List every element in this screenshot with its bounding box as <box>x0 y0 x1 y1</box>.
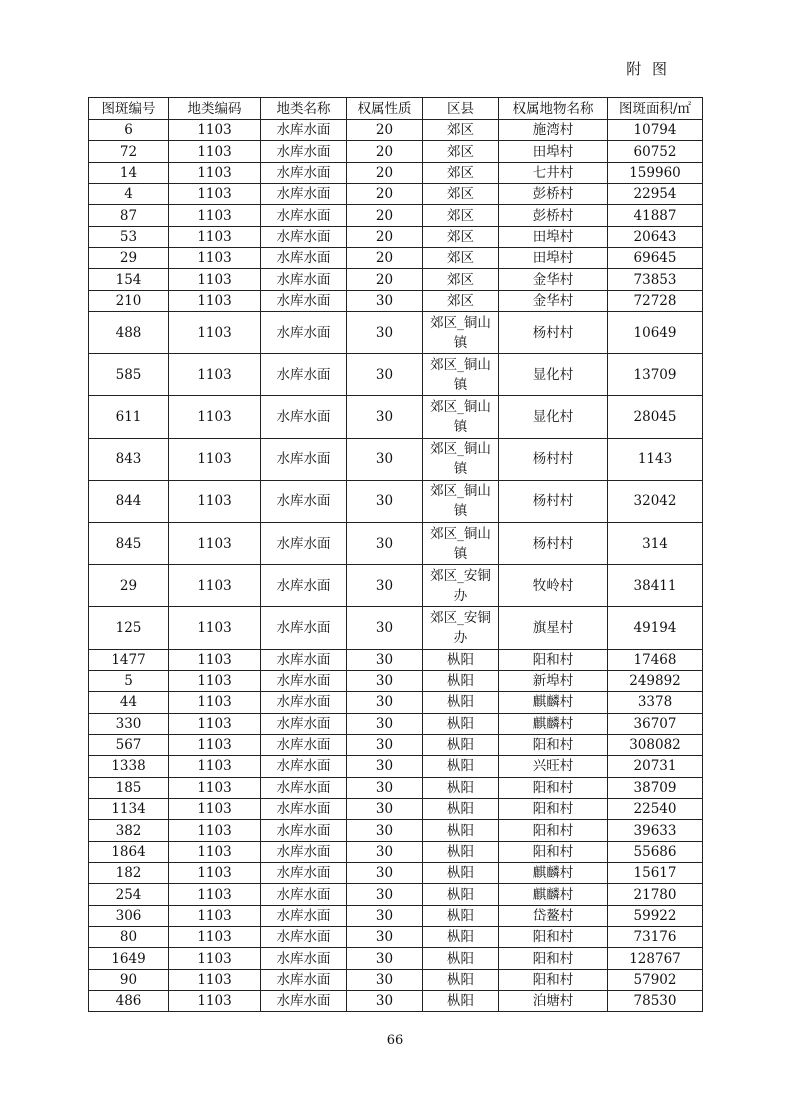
table-body <box>89 120 703 1012</box>
ownership-cell: 30 <box>347 863 423 884</box>
ownership-cell: 30 <box>347 607 423 649</box>
land-type-cell: 水库水面 <box>261 969 347 990</box>
land-code-cell: 1103 <box>169 312 261 354</box>
land-code-cell: 1103 <box>169 480 261 522</box>
ownership-cell: 30 <box>347 312 423 354</box>
table-row <box>89 312 703 354</box>
table-row <box>89 991 703 1012</box>
parcel-id-cell: 6 <box>89 120 169 141</box>
land-code-cell: 1103 <box>169 734 261 755</box>
district-cell: 枞阳 <box>423 692 499 713</box>
parcel-id-cell: 382 <box>89 820 169 841</box>
table-row <box>89 248 703 269</box>
area-cell: 78530 <box>608 991 703 1012</box>
table-row <box>89 948 703 969</box>
district-cell: 枞阳 <box>423 905 499 926</box>
district-cell: 郊区 <box>423 290 499 311</box>
land-type-cell: 水库水面 <box>261 692 347 713</box>
area-cell: 20731 <box>608 756 703 777</box>
owner-name-cell: 七井村 <box>499 162 608 183</box>
parcel-id-cell: 585 <box>89 354 169 396</box>
parcel-id-cell: 53 <box>89 226 169 247</box>
owner-name-cell: 杨村村 <box>499 438 608 480</box>
land-code-cell: 1103 <box>169 948 261 969</box>
table-row <box>89 884 703 905</box>
land-code-cell: 1103 <box>169 927 261 948</box>
district-cell: 枞阳 <box>423 734 499 755</box>
parcel-id-cell: 4 <box>89 184 169 205</box>
district-cell: 枞阳 <box>423 948 499 969</box>
area-cell: 10649 <box>608 312 703 354</box>
ownership-cell: 30 <box>347 756 423 777</box>
land-type-cell: 水库水面 <box>261 565 347 607</box>
column-header: 图斑面积/㎡ <box>608 98 703 120</box>
land-code-cell: 1103 <box>169 884 261 905</box>
ownership-cell: 30 <box>347 290 423 311</box>
area-cell: 17468 <box>608 649 703 670</box>
owner-name-cell: 阳和村 <box>499 734 608 755</box>
land-type-cell: 水库水面 <box>261 734 347 755</box>
district-cell: 郊区 <box>423 141 499 162</box>
land-type-cell: 水库水面 <box>261 991 347 1012</box>
district-cell: 枞阳 <box>423 777 499 798</box>
area-cell: 314 <box>608 523 703 565</box>
parcel-id-cell: 154 <box>89 269 169 290</box>
column-header: 图斑编号 <box>89 98 169 120</box>
table-row <box>89 607 703 649</box>
ownership-cell: 30 <box>347 692 423 713</box>
area-cell: 55686 <box>608 841 703 862</box>
land-type-cell: 水库水面 <box>261 841 347 862</box>
table-row <box>89 290 703 311</box>
parcel-id-cell: 611 <box>89 396 169 438</box>
land-code-cell: 1103 <box>169 969 261 990</box>
parcel-id-cell: 87 <box>89 205 169 226</box>
area-cell: 36707 <box>608 713 703 734</box>
owner-name-cell: 杨村村 <box>499 523 608 565</box>
land-code-cell: 1103 <box>169 649 261 670</box>
land-code-cell: 1103 <box>169 991 261 1012</box>
land-code-cell: 1103 <box>169 713 261 734</box>
ownership-cell: 30 <box>347 799 423 820</box>
district-cell: 枞阳 <box>423 863 499 884</box>
district-cell: 郊区 <box>423 269 499 290</box>
table-row <box>89 863 703 884</box>
owner-name-cell: 岱鳌村 <box>499 905 608 926</box>
district-label: 郊区_铜山镇 <box>430 356 491 393</box>
area-cell: 21780 <box>608 884 703 905</box>
owner-name-cell: 阳和村 <box>499 927 608 948</box>
table-row <box>89 184 703 205</box>
owner-name-cell: 彭桥村 <box>499 184 608 205</box>
table-row <box>89 905 703 926</box>
owner-name-cell: 金华村 <box>499 290 608 311</box>
column-header: 权属地物名称 <box>499 98 608 120</box>
area-cell: 73176 <box>608 927 703 948</box>
table-row <box>89 670 703 691</box>
ownership-cell: 30 <box>347 670 423 691</box>
table-row <box>89 162 703 183</box>
table-row <box>89 354 703 396</box>
owner-name-cell: 麒麟村 <box>499 692 608 713</box>
table-row <box>89 205 703 226</box>
land-code-cell: 1103 <box>169 905 261 926</box>
land-type-cell: 水库水面 <box>261 120 347 141</box>
ownership-cell: 30 <box>347 948 423 969</box>
district-cell: 枞阳 <box>423 820 499 841</box>
column-header: 权属性质 <box>347 98 423 120</box>
land-code-cell: 1103 <box>169 756 261 777</box>
land-type-cell: 水库水面 <box>261 905 347 926</box>
header-note: 附 图 <box>626 60 670 78</box>
land-code-cell: 1103 <box>169 799 261 820</box>
land-type-cell: 水库水面 <box>261 438 347 480</box>
area-cell: 15617 <box>608 863 703 884</box>
area-cell: 72728 <box>608 290 703 311</box>
ownership-cell: 30 <box>347 777 423 798</box>
table-row <box>89 120 703 141</box>
owner-name-cell: 麒麟村 <box>499 713 608 734</box>
table-row <box>89 969 703 990</box>
land-code-cell: 1103 <box>169 205 261 226</box>
land-code-cell: 1103 <box>169 396 261 438</box>
land-code-cell: 1103 <box>169 692 261 713</box>
district-cell: 枞阳 <box>423 799 499 820</box>
owner-name-cell: 田埠村 <box>499 141 608 162</box>
land-type-cell: 水库水面 <box>261 799 347 820</box>
land-code-cell: 1103 <box>169 290 261 311</box>
area-cell: 38709 <box>608 777 703 798</box>
district-cell: 郊区 <box>423 162 499 183</box>
land-code-cell: 1103 <box>169 226 261 247</box>
parcel-id-cell: 486 <box>89 991 169 1012</box>
ownership-cell: 30 <box>347 841 423 862</box>
owner-name-cell: 阳和村 <box>499 969 608 990</box>
land-type-cell: 水库水面 <box>261 480 347 522</box>
land-type-cell: 水库水面 <box>261 820 347 841</box>
owner-name-cell: 彭桥村 <box>499 205 608 226</box>
ownership-cell: 30 <box>347 713 423 734</box>
district-label: 郊区_铜山镇 <box>430 525 491 562</box>
district-cell <box>423 312 499 354</box>
table-row <box>89 438 703 480</box>
parcel-id-cell: 254 <box>89 884 169 905</box>
ownership-cell: 20 <box>347 248 423 269</box>
land-type-cell: 水库水面 <box>261 312 347 354</box>
land-code-cell: 1103 <box>169 863 261 884</box>
area-cell: 39633 <box>608 820 703 841</box>
district-cell: 枞阳 <box>423 713 499 734</box>
ownership-cell: 30 <box>347 884 423 905</box>
ownership-cell: 30 <box>347 396 423 438</box>
land-type-cell: 水库水面 <box>261 948 347 969</box>
area-cell: 13709 <box>608 354 703 396</box>
owner-name-cell: 施湾村 <box>499 120 608 141</box>
area-cell: 249892 <box>608 670 703 691</box>
owner-name-cell: 阳和村 <box>499 649 608 670</box>
land-type-cell: 水库水面 <box>261 226 347 247</box>
parcel-id-cell: 5 <box>89 670 169 691</box>
district-label: 郊区_铜山镇 <box>430 483 491 520</box>
land-code-cell: 1103 <box>169 777 261 798</box>
district-cell: 枞阳 <box>423 991 499 1012</box>
area-cell: 159960 <box>608 162 703 183</box>
owner-name-cell: 显化村 <box>499 396 608 438</box>
district-label: 郊区_安铜办 <box>430 610 491 646</box>
area-cell: 1143 <box>608 438 703 480</box>
ownership-cell: 30 <box>347 905 423 926</box>
ownership-cell: 30 <box>347 523 423 565</box>
table-row <box>89 820 703 841</box>
land-type-cell: 水库水面 <box>261 184 347 205</box>
table-row <box>89 565 703 607</box>
land-type-cell: 水库水面 <box>261 290 347 311</box>
area-cell: 128767 <box>608 948 703 969</box>
district-cell: 郊区 <box>423 248 499 269</box>
owner-name-cell: 旗星村 <box>499 607 608 649</box>
ownership-cell: 30 <box>347 438 423 480</box>
ownership-cell: 20 <box>347 120 423 141</box>
land-type-cell: 水库水面 <box>261 777 347 798</box>
parcel-id-cell: 488 <box>89 312 169 354</box>
parcel-id-cell: 330 <box>89 713 169 734</box>
land-code-cell: 1103 <box>169 162 261 183</box>
area-cell: 57902 <box>608 969 703 990</box>
area-cell: 28045 <box>608 396 703 438</box>
area-cell: 10794 <box>608 120 703 141</box>
ownership-cell: 20 <box>347 184 423 205</box>
parcel-id-cell: 210 <box>89 290 169 311</box>
table-row <box>89 269 703 290</box>
area-cell: 49194 <box>608 607 703 649</box>
land-type-cell: 水库水面 <box>261 141 347 162</box>
parcel-id-cell: 306 <box>89 905 169 926</box>
table-row <box>89 141 703 162</box>
ownership-cell: 30 <box>347 649 423 670</box>
table-row <box>89 692 703 713</box>
table-header-row <box>89 98 703 120</box>
table-row <box>89 523 703 565</box>
owner-name-cell: 金华村 <box>499 269 608 290</box>
page-number: 66 <box>386 1033 404 1048</box>
owner-name-cell: 阳和村 <box>499 841 608 862</box>
owner-name-cell: 阳和村 <box>499 777 608 798</box>
parcel-id-cell: 182 <box>89 863 169 884</box>
area-cell: 60752 <box>608 141 703 162</box>
table-row <box>89 756 703 777</box>
ownership-cell: 30 <box>347 969 423 990</box>
owner-name-cell: 兴旺村 <box>499 756 608 777</box>
table-row <box>89 777 703 798</box>
land-code-cell: 1103 <box>169 607 261 649</box>
owner-name-cell: 麒麟村 <box>499 884 608 905</box>
land-code-cell: 1103 <box>169 269 261 290</box>
district-label: 郊区_铜山镇 <box>430 314 491 351</box>
district-cell: 枞阳 <box>423 670 499 691</box>
land-code-cell: 1103 <box>169 141 261 162</box>
parcel-id-cell: 125 <box>89 607 169 649</box>
parcel-id-cell: 1338 <box>89 756 169 777</box>
ownership-cell: 30 <box>347 480 423 522</box>
area-cell: 22954 <box>608 184 703 205</box>
table-row <box>89 799 703 820</box>
parcel-id-cell: 14 <box>89 162 169 183</box>
parcel-table <box>88 97 703 1012</box>
land-code-cell: 1103 <box>169 820 261 841</box>
ownership-cell: 30 <box>347 991 423 1012</box>
column-header: 区县 <box>423 98 499 120</box>
parcel-id-cell: 845 <box>89 523 169 565</box>
owner-name-cell: 田埠村 <box>499 226 608 247</box>
parcel-id-cell: 80 <box>89 927 169 948</box>
land-type-cell: 水库水面 <box>261 670 347 691</box>
ownership-cell: 30 <box>347 927 423 948</box>
parcel-id-cell: 90 <box>89 969 169 990</box>
parcel-id-cell: 29 <box>89 248 169 269</box>
district-cell <box>423 565 499 607</box>
owner-name-cell: 泊塘村 <box>499 991 608 1012</box>
owner-name-cell: 牧岭村 <box>499 565 608 607</box>
table-row <box>89 480 703 522</box>
table-row <box>89 649 703 670</box>
land-code-cell: 1103 <box>169 565 261 607</box>
district-label: 郊区_铜山镇 <box>430 441 491 478</box>
district-cell: 枞阳 <box>423 756 499 777</box>
ownership-cell: 30 <box>347 354 423 396</box>
area-cell: 20643 <box>608 226 703 247</box>
table-row <box>89 713 703 734</box>
ownership-cell: 30 <box>347 820 423 841</box>
parcel-id-cell: 1649 <box>89 948 169 969</box>
parcel-id-cell: 72 <box>89 141 169 162</box>
parcel-id-cell: 185 <box>89 777 169 798</box>
area-cell: 41887 <box>608 205 703 226</box>
ownership-cell: 20 <box>347 226 423 247</box>
area-cell: 22540 <box>608 799 703 820</box>
ownership-cell: 20 <box>347 162 423 183</box>
table-row <box>89 396 703 438</box>
district-cell: 枞阳 <box>423 884 499 905</box>
parcel-id-cell: 843 <box>89 438 169 480</box>
owner-name-cell: 麒麟村 <box>499 863 608 884</box>
area-cell: 73853 <box>608 269 703 290</box>
land-code-cell: 1103 <box>169 354 261 396</box>
district-cell <box>423 523 499 565</box>
area-cell: 38411 <box>608 565 703 607</box>
district-cell: 枞阳 <box>423 969 499 990</box>
parcel-id-cell: 1134 <box>89 799 169 820</box>
table-row <box>89 734 703 755</box>
land-type-cell: 水库水面 <box>261 927 347 948</box>
owner-name-cell: 杨村村 <box>499 312 608 354</box>
parcel-id-cell: 1477 <box>89 649 169 670</box>
land-code-cell: 1103 <box>169 184 261 205</box>
land-code-cell: 1103 <box>169 523 261 565</box>
district-cell <box>423 480 499 522</box>
area-cell: 59922 <box>608 905 703 926</box>
owner-name-cell: 阳和村 <box>499 799 608 820</box>
area-cell: 308082 <box>608 734 703 755</box>
district-cell: 郊区 <box>423 184 499 205</box>
land-type-cell: 水库水面 <box>261 607 347 649</box>
area-cell: 69645 <box>608 248 703 269</box>
parcel-id-cell: 567 <box>89 734 169 755</box>
parcel-id-cell: 1864 <box>89 841 169 862</box>
ownership-cell: 20 <box>347 205 423 226</box>
column-header: 地类名称 <box>261 98 347 120</box>
land-type-cell: 水库水面 <box>261 396 347 438</box>
owner-name-cell: 阳和村 <box>499 820 608 841</box>
owner-name-cell: 杨村村 <box>499 480 608 522</box>
owner-name-cell: 显化村 <box>499 354 608 396</box>
area-cell: 3378 <box>608 692 703 713</box>
owner-name-cell: 新埠村 <box>499 670 608 691</box>
area-cell: 32042 <box>608 480 703 522</box>
parcel-id-cell: 29 <box>89 565 169 607</box>
parcel-id-cell: 44 <box>89 692 169 713</box>
land-type-cell: 水库水面 <box>261 756 347 777</box>
owner-name-cell: 田埠村 <box>499 248 608 269</box>
land-type-cell: 水库水面 <box>261 863 347 884</box>
land-type-cell: 水库水面 <box>261 884 347 905</box>
land-type-cell: 水库水面 <box>261 205 347 226</box>
ownership-cell: 30 <box>347 565 423 607</box>
district-cell: 郊区 <box>423 120 499 141</box>
district-label: 郊区_安铜办 <box>430 567 491 604</box>
ownership-cell: 30 <box>347 734 423 755</box>
district-cell <box>423 396 499 438</box>
land-type-cell: 水库水面 <box>261 713 347 734</box>
district-cell: 枞阳 <box>423 927 499 948</box>
district-cell: 郊区 <box>423 205 499 226</box>
table-row <box>89 226 703 247</box>
parcel-id-cell: 844 <box>89 480 169 522</box>
land-code-cell: 1103 <box>169 670 261 691</box>
district-cell <box>423 354 499 396</box>
land-type-cell: 水库水面 <box>261 523 347 565</box>
land-code-cell: 1103 <box>169 120 261 141</box>
column-header: 地类编码 <box>169 98 261 120</box>
land-type-cell: 水库水面 <box>261 162 347 183</box>
district-cell: 枞阳 <box>423 649 499 670</box>
district-cell: 郊区 <box>423 226 499 247</box>
district-cell <box>423 438 499 480</box>
ownership-cell: 20 <box>347 269 423 290</box>
district-label: 郊区_铜山镇 <box>430 399 491 436</box>
owner-name-cell: 阳和村 <box>499 948 608 969</box>
land-code-cell: 1103 <box>169 248 261 269</box>
land-type-cell: 水库水面 <box>261 649 347 670</box>
district-cell <box>423 607 499 649</box>
land-type-cell: 水库水面 <box>261 354 347 396</box>
district-cell: 枞阳 <box>423 841 499 862</box>
land-type-cell: 水库水面 <box>261 269 347 290</box>
ownership-cell: 20 <box>347 141 423 162</box>
land-code-cell: 1103 <box>169 841 261 862</box>
table-row <box>89 841 703 862</box>
land-code-cell: 1103 <box>169 438 261 480</box>
land-type-cell: 水库水面 <box>261 248 347 269</box>
table-row <box>89 927 703 948</box>
